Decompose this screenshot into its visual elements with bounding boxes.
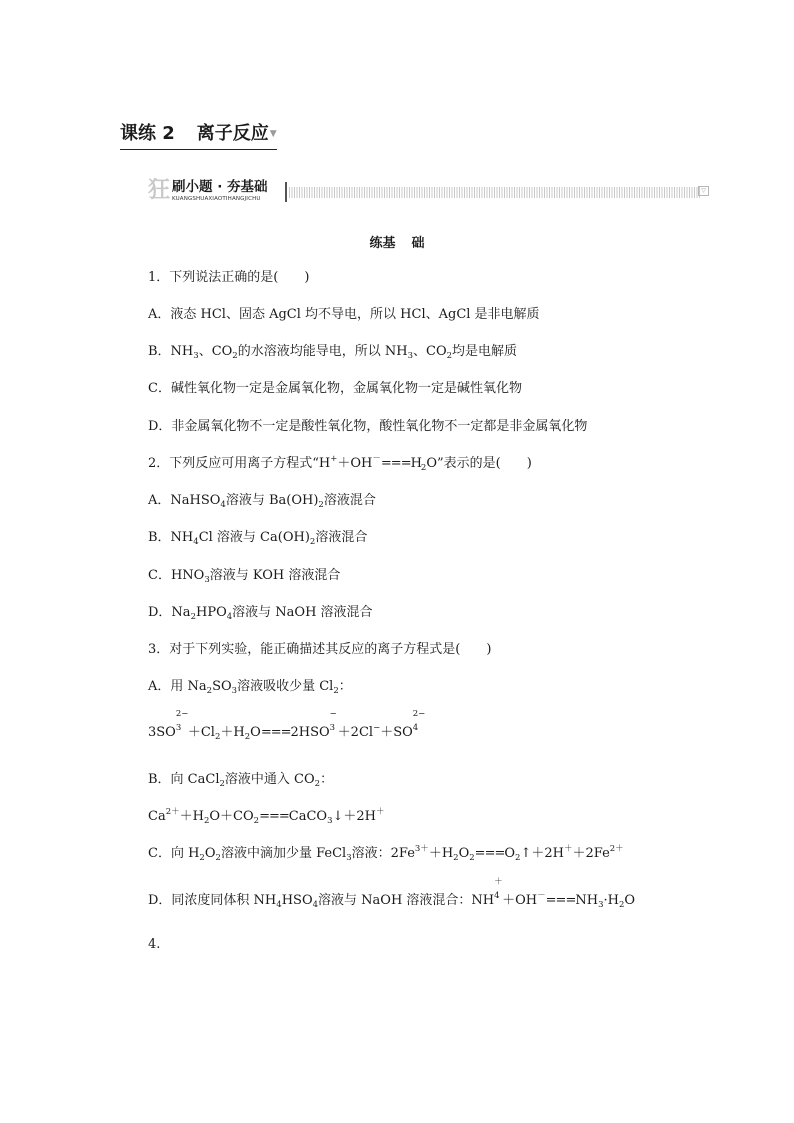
banner-title: 刷小题 · 夯基础 (172, 179, 268, 195)
q3-option-c[interactable]: C．向 $H_2O_2$溶液中滴加少量 FeCl$_3$溶液：$2Fe^{3+}+H_2O_2===O_2↑+2H^++2Fe^{2+}$ (148, 844, 624, 863)
banner-pinyin: KUANGSHUAXIAOTIHANGJICHU (172, 196, 261, 202)
q3-stem: 3．对于下列实验，能正确描述其反应的离子方程式是( ) (148, 642, 492, 657)
q1-stem: 1．下列说法正确的是( ) (148, 270, 310, 285)
q1-option-d[interactable]: D．非金属氧化物不一定是酸性氧化物，酸性氧化物不一定都是非金属氧化物 (148, 419, 588, 434)
q4-number: 4. (148, 937, 161, 952)
section-heading (0, 232, 794, 251)
q1-option-b[interactable]: B．$NH_3$、$CO_2$的水溶液均能导电，所以 $NH_3$、$CO_2$均是电解质 (148, 344, 518, 361)
section-banner (148, 178, 708, 205)
q3-option-b[interactable]: B．向 CaCl$_2$溶液中通入 $CO_2$： (148, 772, 334, 789)
q1-option-c[interactable]: C．碱性氧化物一定是金属氧化物，金属氧化物一定是碱性氧化物 (148, 381, 522, 396)
banner-stripe (289, 187, 701, 198)
banner-divider (285, 182, 287, 202)
q2-option-b[interactable]: B．$NH_4Cl$ 溶液与 $Ca(OH)_2$溶液混合 (148, 530, 368, 547)
collapse-arrow-icon[interactable]: ▽ (698, 186, 709, 196)
section-heading-part2: 础 (411, 236, 425, 251)
lesson-title (120, 122, 277, 150)
q2-stem: 2．下列反应可用离子方程式“$H^++OH^-===H_2O$”表示的是( ) (148, 454, 532, 473)
lesson-number: 课练 2 (120, 123, 175, 144)
q3-option-b-equation: $Ca^{2+}+H_2O+CO_2===CaCO_3↓+2H^+$ (148, 807, 385, 826)
q2-option-d[interactable]: D．$Na_2HPO_4$溶液与 NaOH 溶液混合 (148, 605, 373, 622)
q3-option-d[interactable]: D．同浓度同体积 $NH_4HSO_4$溶液与 NaOH 溶液混合：NH ＋ 4 $+OH^-===NH_3\cdot H_2O$ (148, 877, 636, 910)
triangle-down-icon: ▼ (269, 129, 277, 139)
q1-option-a[interactable]: A．液态 HCl、固态 AgCl 均不导电，所以 HCl、AgCl 是非电解质 (148, 307, 540, 322)
q2-option-c[interactable]: C．$HNO_3$溶液与 KOH 溶液混合 (148, 568, 341, 585)
q2-option-a[interactable]: A．NaHSO$_4$溶液与 $Ba(OH)_2$溶液混合 (148, 493, 376, 510)
q3-option-a[interactable]: A．用 $Na_2SO_3$溶液吸收少量 $Cl_2$： (148, 679, 352, 696)
kuang-logo: 狂 (148, 178, 171, 203)
q3-option-a-equation: 3SO 2− 3 $+Cl_2+H_2O===2HSO$ − 3 ＋2Cl−＋SO 2− 4 (148, 709, 426, 742)
section-heading-part1: 练基 (369, 236, 396, 251)
lesson-topic: 离子反应 (196, 123, 269, 144)
